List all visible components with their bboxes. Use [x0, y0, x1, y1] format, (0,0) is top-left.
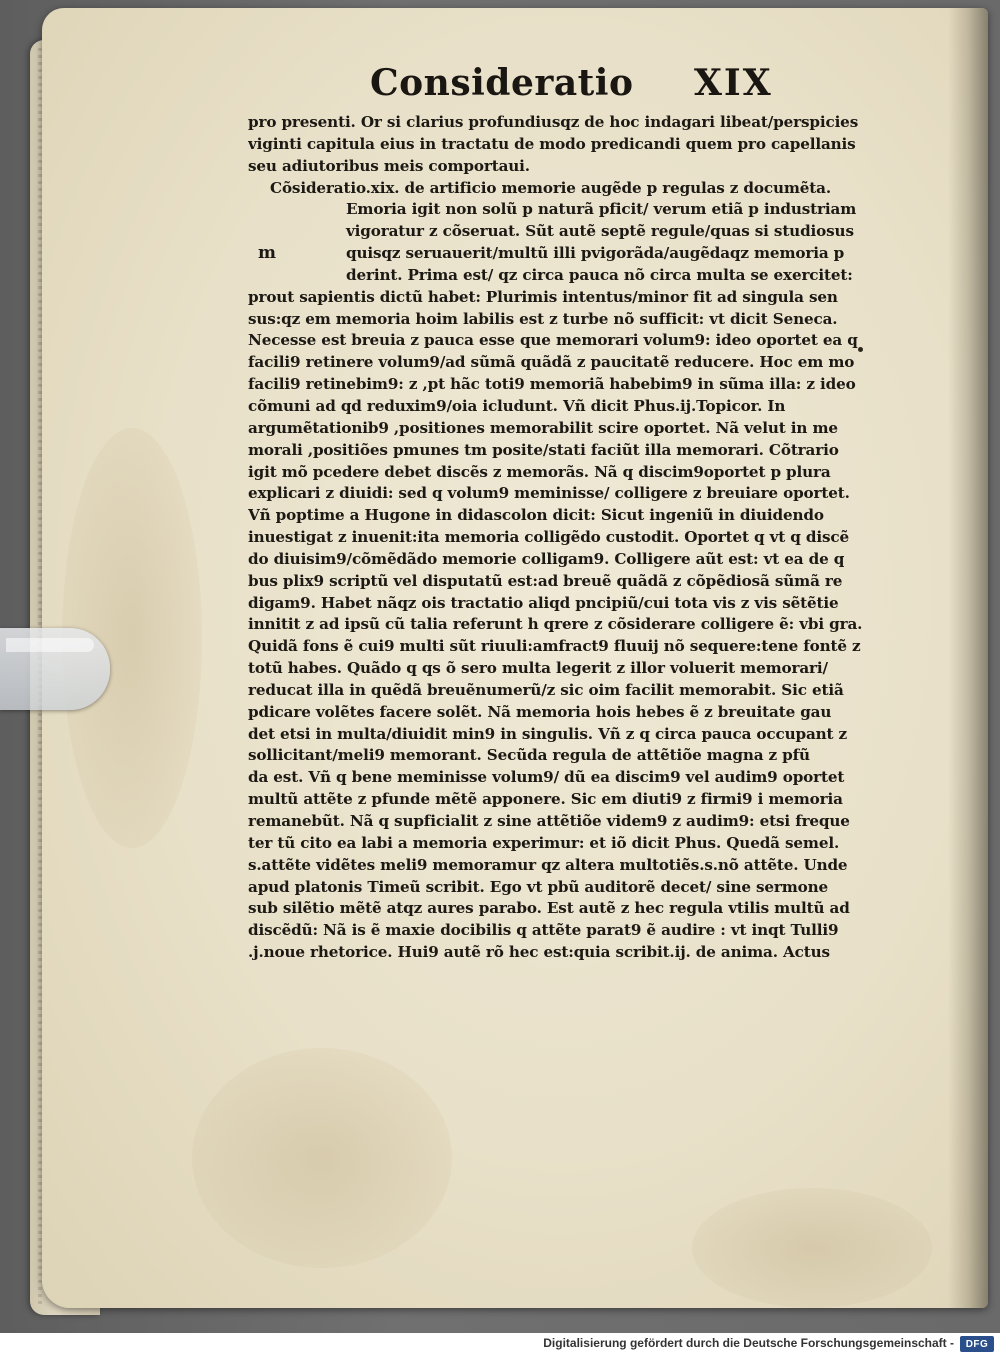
text-line: da est. Vñ q bene meminisse volum9/ dũ ea discim9 vel audim9 oportet: [248, 768, 845, 787]
text-line: Quidã fons ẽ cui9 multi sũt riuuli:amfract9 fluuij nõ sequere:tene fontẽ z: [248, 637, 861, 656]
text-line: .j.noue rhetorice. Hui9 autẽ rõ hec est:quia scribit.ij. de anima. Actus: [248, 943, 830, 962]
text-line: digam9. Habet nãqz ois tractatio aliqd pncipiũ/cui tota vis z vis sẽtẽtie: [248, 593, 839, 612]
text-line: pdicare volẽtes facere solẽt. Nã memoria hois hebes ẽ z breuitate gau: [248, 702, 832, 721]
text-line: quisqz seruauerit/multũ illi pvigorãda/augẽdaqz memoria p: [346, 244, 845, 263]
water-stain: [192, 1048, 452, 1268]
text-line: apud platonis Timeũ scribit. Ego vt pbũ auditorẽ decet/ sine sermone: [248, 877, 829, 896]
text-line: discẽdũ: Nã is ẽ maxie docibilis q attẽte parat9 ẽ audire : vt inqt Tulli9: [248, 921, 839, 940]
text-line: sub silẽtio mẽtẽ atqz aures parabo. Est autẽ z hec regula vtilis multũ ad: [248, 899, 850, 918]
footer-bar: [0, 1333, 1000, 1355]
text-line: prout sapientis dictũ habet: Plurimis intentus/minor fit ad singula sen: [248, 287, 838, 306]
water-stain: [692, 1188, 932, 1308]
text-line: do diuisim9/cõmẽdãdo memorie colligam9. Colligere aũt est: vt ea de q: [248, 549, 845, 568]
text-line: viginti capitula eius in tractatu de modo predicandi quem pro capellanis: [248, 134, 856, 153]
text-line: pro presenti. Or si clarius profundiusqz de hoc indagari libeat/perspicies: [248, 113, 859, 131]
initial-guide-letter: m: [258, 243, 276, 263]
text-line: s.attẽte vidẽtes meli9 memoramur qz altera multotiẽs.s.nõ attẽte. Unde: [248, 855, 848, 874]
funding-credit: Digitalisierung gefördert durch die Deutsche Forschungsgemeinschaft -: [543, 1336, 954, 1350]
text-line: igit mõ pcedere debet discẽs z memorãs. Nã q discim9oportet p plura: [248, 462, 831, 481]
text-line: facili9 retinebim9: z ,pt hãc toti9 memoriã habebim9 in sũma illa: z ideo: [248, 375, 856, 394]
text-line: derint. Prima est/ qz circa pauca nõ circa multa se exercitet:: [346, 265, 853, 284]
text-line: bus plix9 scriptũ vel disputatũ est:ad breuẽ quãdã z cõpẽdiosã sũmã re: [248, 571, 843, 590]
text-line: morali ,positiões pmunes tm posite/stati faciũt illa memorari. Cõtrario: [248, 440, 839, 459]
text-line: facili9 retinere volum9/ad sũmã quãdã z paucitatẽ reducere. Hoc em mo: [248, 353, 855, 372]
section-heading: Cõsideratio.xix. de artificio memorie augẽde p regulas z documẽta.: [270, 178, 831, 197]
dfg-logo-text: DFG: [965, 1338, 989, 1350]
running-header: [370, 62, 790, 108]
text-line: cõmuni ad qd reduxim9/oia icludunt. Vñ dicit Phus.ij.Topicor. In: [248, 396, 786, 415]
text-line: Emoria igit non solũ p naturã pficit/ verum etiã p industriam: [346, 200, 857, 219]
text-line: sollicitant/meli9 memorant. Secũda regula de attẽtiõe magna z pfũ: [248, 746, 810, 765]
text-line: multũ attẽte z pfunde mẽtẽ apponere. Sic em diuti9 z firmi9 i memoria: [248, 790, 843, 809]
body-text: [248, 112, 873, 964]
text-line: explicari z diuidi: sed q volum9 meminisse/ colligere z breuiare oportet.: [248, 484, 850, 503]
text-line: Vñ poptime a Hugone in didascolon dicit: Sicut ingeniũ in diuidendo: [248, 506, 824, 525]
text-line: Necesse est breuia z pauca esse que memorari volum9: ideo oportet ea q: [248, 331, 858, 350]
text-line: seu adiutoribus meis comportaui.: [248, 156, 530, 175]
text-line: argumẽtationib9 ,positiones memorabilit scire oportet. Nã velut in me: [248, 418, 838, 437]
folio-number: XIX: [694, 62, 773, 104]
text-line: reducat illa in quẽdã breuẽnumerũ/z sic oim facilit memorabit. Sic etiã: [248, 680, 844, 699]
text-line: innitit z ad ipsũ cũ talia referunt h qrere z cõsiderare colligere ẽ: vbi gra.: [248, 615, 863, 634]
text-line: remanebũt. Nã q supficialit z sine attẽtiõe videm9 z audim9: etsi freque: [248, 812, 850, 830]
dfg-logo-icon: [960, 1336, 994, 1352]
text-line: sus:qz em memoria hoim labilis est z turbe nõ sufficit: vt dicit Seneca.: [248, 309, 838, 328]
header-title: Consideratio: [370, 62, 634, 104]
text-line: det etsi in multa/diuidit min9 in singulis. Vñ z q circa pauca occupant z: [248, 724, 848, 743]
text-line: totũ habes. Quãdo q qs õ sero multa legerit z illor voluerit memorari/: [248, 659, 828, 678]
text-line: inuestigat z inuenit:ita memoria colligẽdo custodit. Oportet q vt q discẽ: [248, 528, 849, 547]
text-line: vigoratur z cõseruat. Sũt autẽ septẽ regule/quas si studiosus: [346, 222, 854, 241]
page-clip: [0, 628, 110, 710]
binding-shadow: [948, 8, 988, 1308]
text-line: ter tũ cito ea labi a memoria experimur: et iõ dicit Phus. Quedã semel.: [248, 833, 840, 852]
